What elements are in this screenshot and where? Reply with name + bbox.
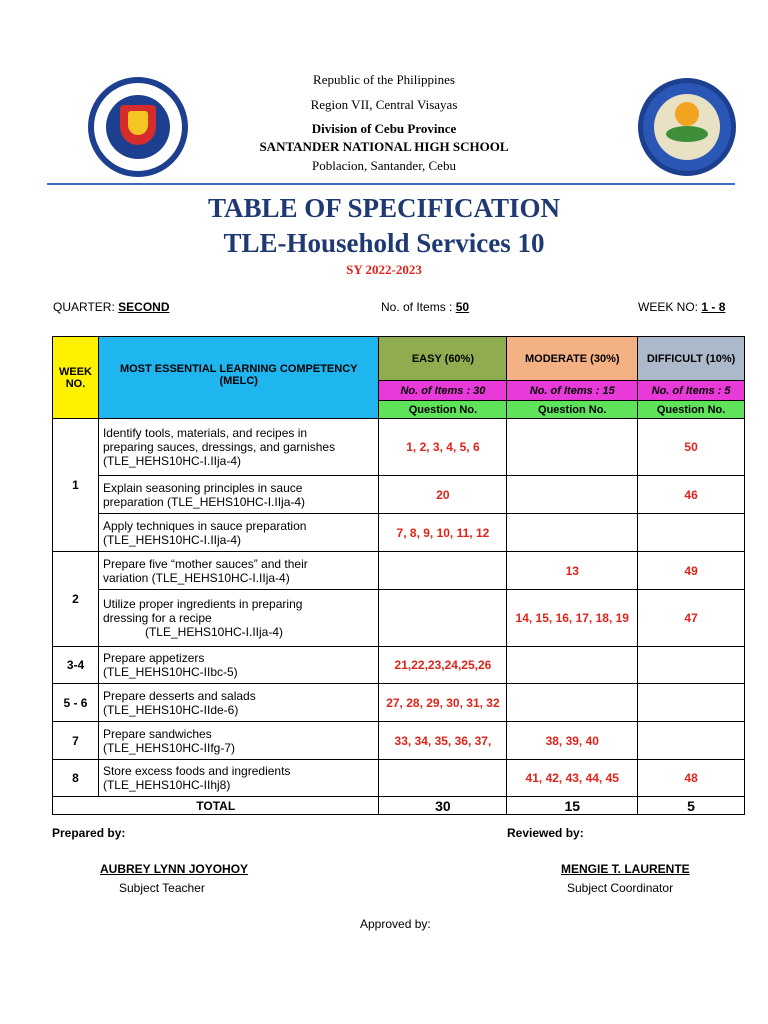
moderate-cell bbox=[507, 419, 638, 476]
melc-line: Explain seasoning principles in sauce bbox=[102, 480, 303, 495]
total-label: TOTAL bbox=[53, 797, 379, 815]
week-cell: 5 - 6 bbox=[53, 684, 99, 722]
easy-cell: 20 bbox=[379, 476, 507, 514]
week-cell: 2 bbox=[53, 552, 99, 647]
moderate-cell bbox=[507, 684, 638, 722]
approved-by-label: Approved by: bbox=[360, 917, 431, 931]
header-address: Poblacion, Santander, Cebu bbox=[312, 158, 456, 173]
quarter-value: SECOND bbox=[118, 300, 170, 314]
quarter-label: QUARTER: bbox=[53, 300, 115, 314]
reviewed-by-role: Subject Coordinator bbox=[567, 881, 674, 895]
table-row bbox=[53, 590, 745, 647]
total-moderate: 15 bbox=[507, 797, 638, 815]
melc-code: (TLE_HEHS10HC-I.IIja-4) bbox=[144, 625, 284, 639]
moderate-cell bbox=[507, 476, 638, 514]
table-row bbox=[53, 514, 745, 552]
difficult-cell bbox=[638, 514, 745, 552]
header-divider bbox=[47, 183, 735, 185]
table-row bbox=[53, 552, 745, 590]
melc-line: (TLE_HEHS10HC-IIfg-7) bbox=[102, 740, 236, 755]
school-year: SY 2022-2023 bbox=[346, 262, 422, 277]
difficult-cell: 46 bbox=[638, 476, 745, 514]
week-value: 1 - 8 bbox=[701, 300, 726, 314]
specification-table bbox=[52, 336, 745, 815]
melc-line: Prepare appetizers bbox=[102, 651, 205, 665]
melc-code: (TLE_HEHS10HC-I.IIja-4) bbox=[102, 454, 242, 468]
melc-line: (TLE_HEHS10HC-IIbc-5) bbox=[102, 665, 238, 679]
moderate-header: MODERATE (30%) bbox=[507, 337, 638, 381]
table-row bbox=[53, 647, 745, 684]
melc-line: Apply techniques in sauce preparation bbox=[102, 518, 307, 533]
melc-line: Prepare sandwiches bbox=[102, 726, 212, 741]
prepared-by-name: AUBREY LYNN JOYOHOY bbox=[100, 862, 249, 876]
difficult-cell bbox=[638, 722, 745, 760]
week-label: WEEK NO: bbox=[638, 300, 699, 314]
melc-cell bbox=[98, 476, 379, 514]
difficult-cell: 48 bbox=[638, 760, 745, 797]
melc-cell bbox=[98, 760, 379, 797]
total-difficult: 5 bbox=[638, 797, 745, 815]
difficult-cell: 49 bbox=[638, 552, 745, 590]
melc-line: Store excess foods and ingredients bbox=[102, 764, 291, 778]
moderate-cell bbox=[507, 514, 638, 552]
melc-line: variation (TLE_HEHS10HC-I.IIja-4) bbox=[102, 570, 290, 585]
moderate-cell: 41, 42, 43, 44, 45 bbox=[507, 760, 638, 797]
easy-cell: 27, 28, 29, 30, 31, 32 bbox=[379, 684, 507, 722]
easy-items-count: No. of Items : 30 bbox=[379, 381, 507, 401]
easy-cell bbox=[379, 590, 507, 647]
melc-cell bbox=[98, 684, 379, 722]
melc-cell bbox=[98, 552, 379, 590]
week-header: WEEK NO. bbox=[53, 337, 99, 419]
header-division: Division of Cebu Province bbox=[311, 121, 457, 136]
difficult-cell: 47 bbox=[638, 590, 745, 647]
moderate-cell bbox=[507, 647, 638, 684]
week-cell: 7 bbox=[53, 722, 99, 760]
melc-line: Prepare five “mother sauces” and their bbox=[102, 556, 308, 571]
table-row bbox=[53, 760, 745, 797]
reviewed-by-label: Reviewed by: bbox=[507, 826, 584, 840]
table-row bbox=[53, 419, 745, 476]
easy-cell bbox=[379, 760, 507, 797]
subject-title: TLE-Household Services 10 bbox=[223, 228, 545, 258]
melc-line: Utilize proper ingredients in preparing bbox=[102, 597, 303, 611]
melc-line: Prepare desserts and salads bbox=[102, 688, 256, 703]
page-title: TABLE OF SPECIFICATION bbox=[207, 193, 561, 223]
header-school: SANTANDER NATIONAL HIGH SCHOOL bbox=[259, 139, 509, 154]
moderate-cell: 38, 39, 40 bbox=[507, 722, 638, 760]
easy-header: EASY (60%) bbox=[379, 337, 507, 381]
easy-question-header: Question No. bbox=[379, 401, 507, 419]
difficult-header: DIFFICULT (10%) bbox=[638, 337, 745, 381]
items-label: No. of Items : bbox=[381, 300, 453, 314]
melc-header: MOST ESSENTIAL LEARNING COMPETENCY (MELC) bbox=[98, 337, 379, 419]
difficult-cell bbox=[638, 647, 745, 684]
moderate-cell: 13 bbox=[507, 552, 638, 590]
melc-cell bbox=[98, 419, 379, 476]
header-republic: Republic of the Philippines bbox=[313, 72, 455, 87]
week-cell: 1 bbox=[53, 419, 99, 552]
melc-cell bbox=[98, 514, 379, 552]
melc-cell bbox=[98, 722, 379, 760]
melc-line: Identify tools, materials, and recipes in bbox=[102, 426, 308, 440]
difficult-items-count: No. of Items : 5 bbox=[638, 381, 745, 401]
difficult-cell bbox=[638, 684, 745, 722]
table-row bbox=[53, 722, 745, 760]
melc-line: preparing sauces, dressings, and garnishes bbox=[102, 440, 336, 454]
melc-line: (TLE_HEHS10HC-I.IIja-4) bbox=[102, 532, 242, 547]
melc-line: (TLE_HEHS10HC-IIhj8) bbox=[102, 778, 231, 792]
melc-line: (TLE_HEHS10HC-IIde-6) bbox=[102, 702, 239, 717]
week-info bbox=[638, 300, 725, 314]
difficult-question-header: Question No. bbox=[638, 401, 745, 419]
reviewed-by-name: MENGIE T. LAURENTE bbox=[561, 862, 690, 876]
total-row bbox=[53, 797, 745, 815]
header-region: Region VII, Central Visayas bbox=[310, 97, 458, 112]
prepared-by-label: Prepared by: bbox=[52, 826, 126, 840]
melc-cell bbox=[98, 590, 379, 647]
easy-cell: 1, 2, 3, 4, 5, 6 bbox=[379, 419, 507, 476]
easy-cell: 7, 8, 9, 10, 11, 12 bbox=[379, 514, 507, 552]
melc-line: dressing for a recipe bbox=[102, 611, 212, 625]
items-value: 50 bbox=[455, 300, 470, 314]
moderate-items-count: No. of Items : 15 bbox=[507, 381, 638, 401]
week-cell: 8 bbox=[53, 760, 99, 797]
week-cell: 3-4 bbox=[53, 647, 99, 684]
items-info bbox=[381, 300, 469, 314]
easy-cell: 33, 34, 35, 36, 37, bbox=[379, 722, 507, 760]
easy-cell: 21,22,23,24,25,26 bbox=[379, 647, 507, 684]
total-easy: 30 bbox=[379, 797, 507, 815]
easy-cell bbox=[379, 552, 507, 590]
prepared-by-role: Subject Teacher bbox=[119, 881, 205, 895]
table-row bbox=[53, 476, 745, 514]
quarter-info bbox=[53, 300, 169, 314]
table-row bbox=[53, 684, 745, 722]
moderate-cell: 14, 15, 16, 17, 18, 19 bbox=[507, 590, 638, 647]
melc-cell bbox=[98, 647, 379, 684]
melc-line: preparation (TLE_HEHS10HC-I.IIja-4) bbox=[102, 494, 306, 509]
difficult-cell: 50 bbox=[638, 419, 745, 476]
moderate-question-header: Question No. bbox=[507, 401, 638, 419]
